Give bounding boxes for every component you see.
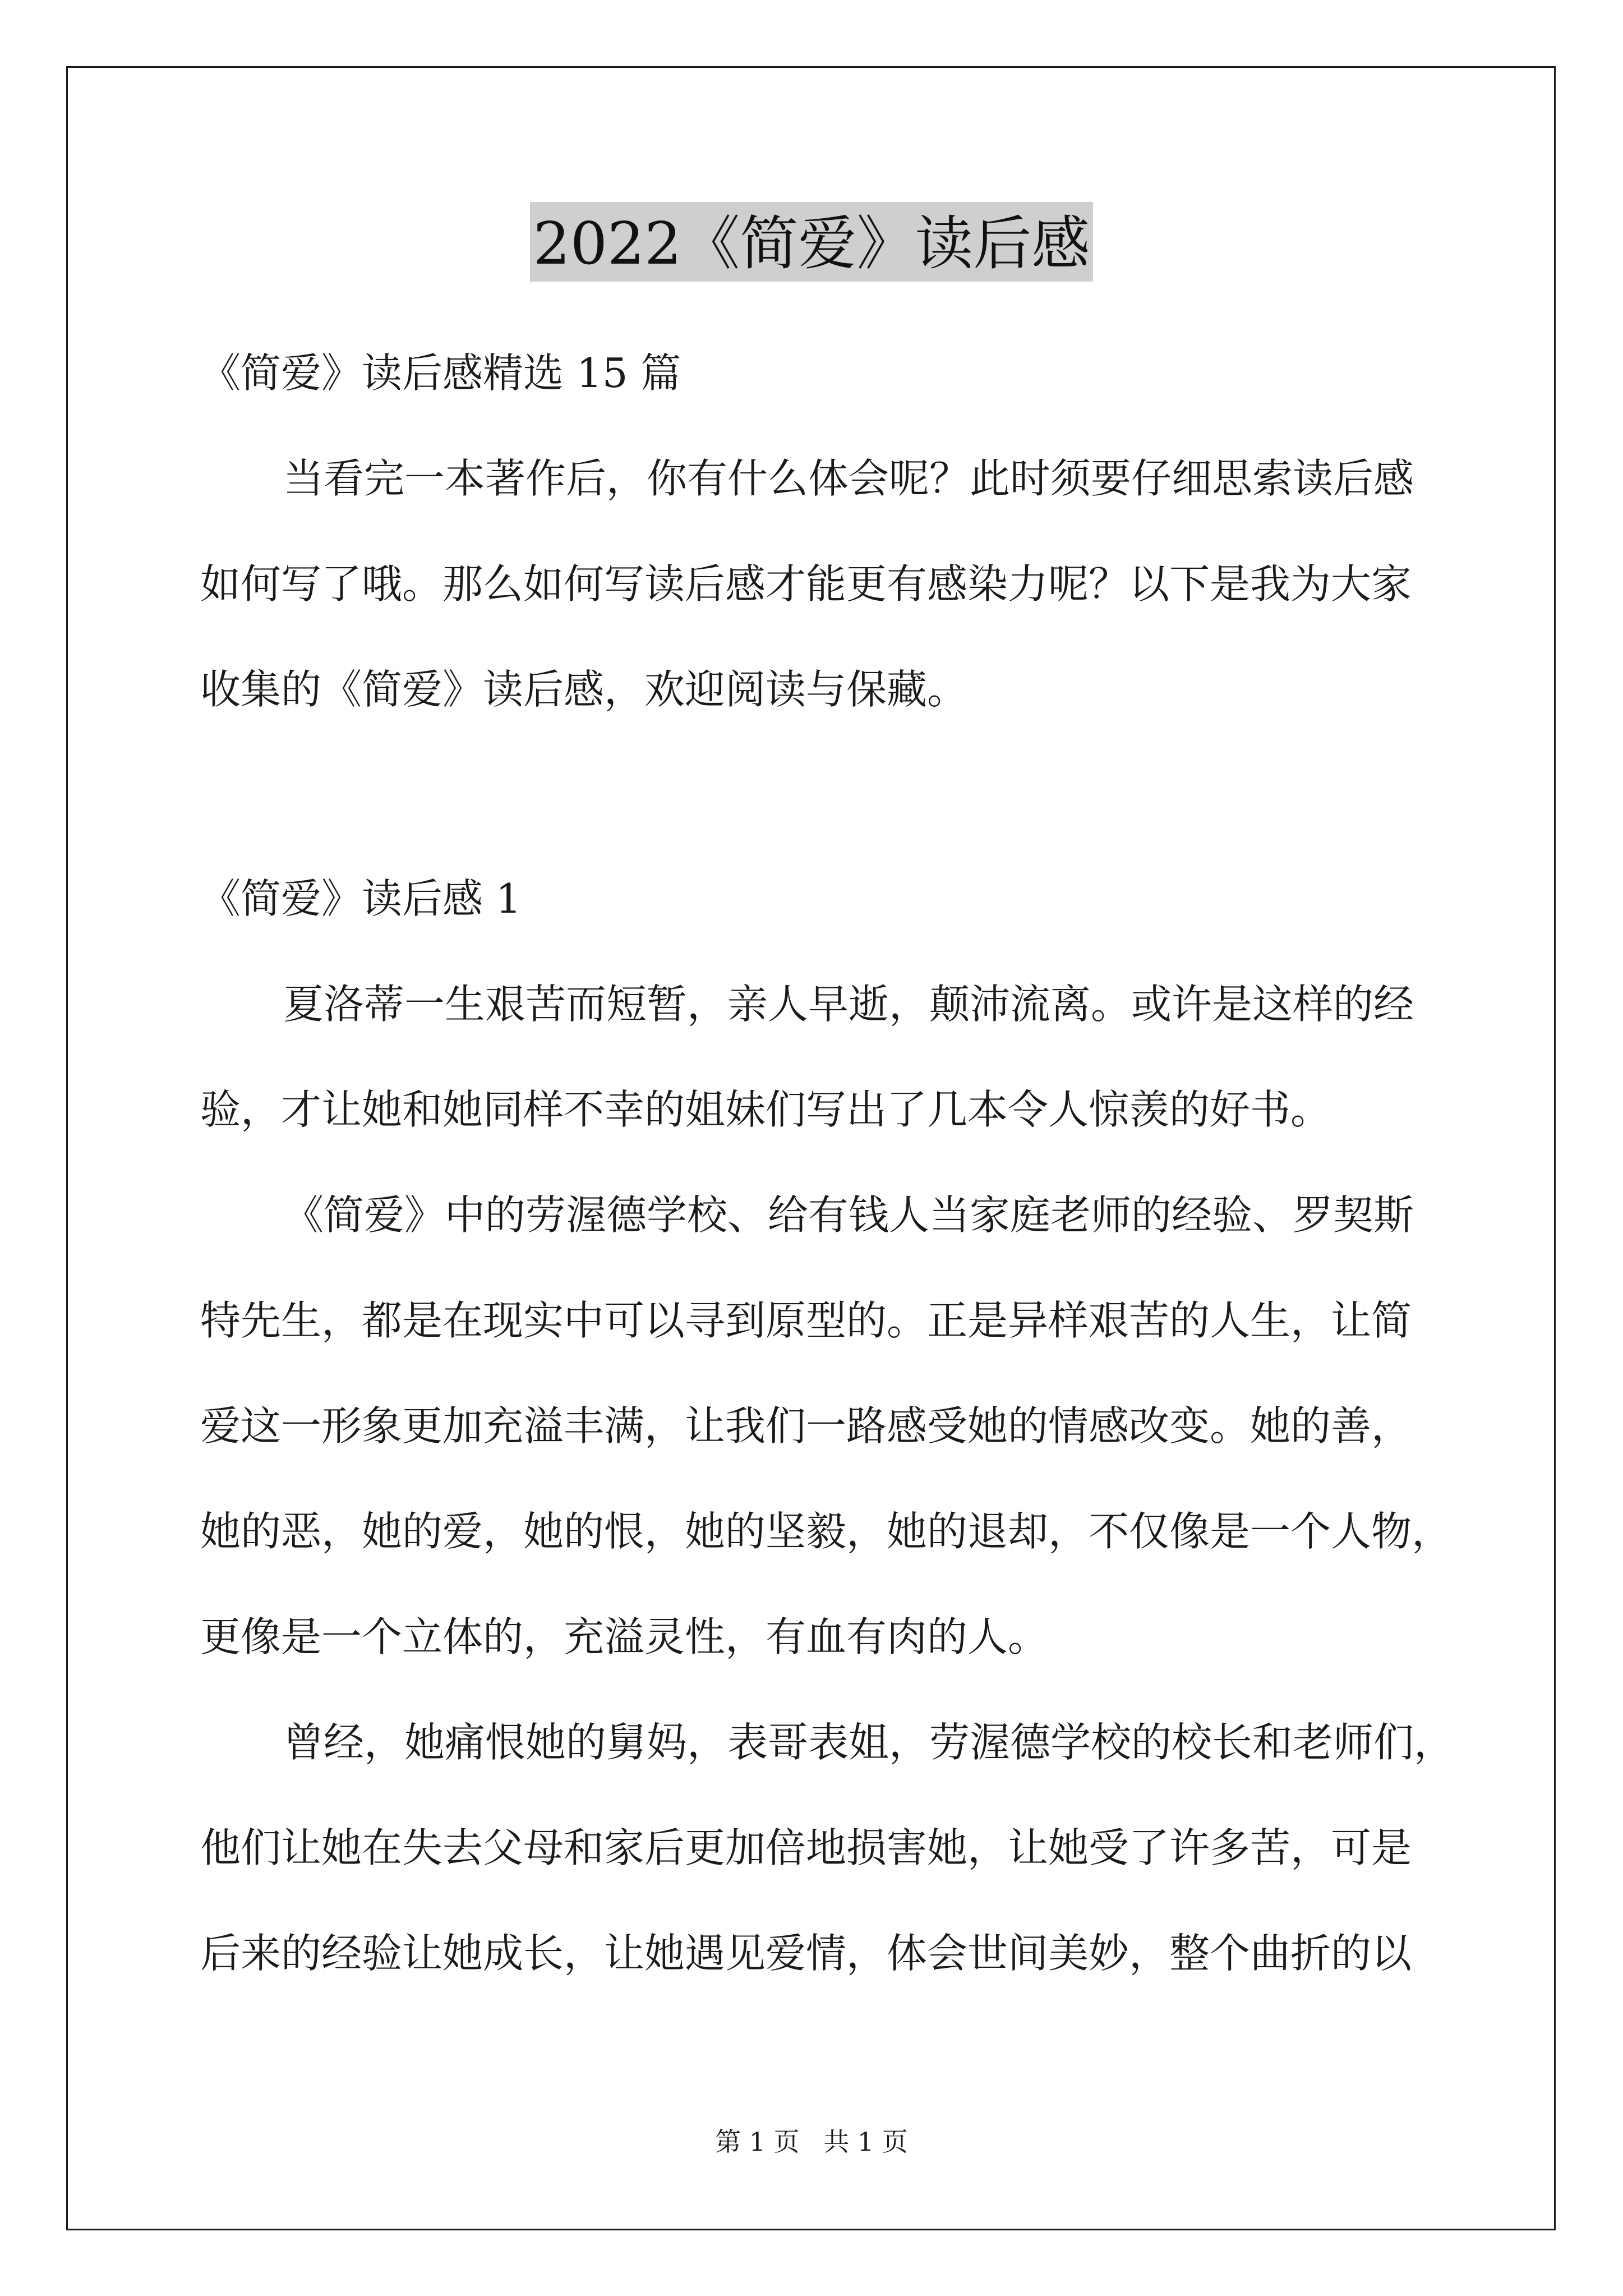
text-line: 特先生，都是在现实中可以寻到原型的。正是异样艰苦的人生，让简 bbox=[200, 1297, 1412, 1344]
text-line: 更像是一个立体的，充溢灵性，有血有肉的人。 bbox=[200, 1613, 1049, 1660]
text-line: 后来的经验让她成长，让她遇见爱情，体会世间美妙，整个曲折的以 bbox=[200, 1930, 1412, 1977]
page-footer bbox=[0, 2125, 1623, 2159]
subtitle-line: 《简爱》读后感精选 15 篇 bbox=[200, 349, 681, 397]
page-number-current: 第 1 页 bbox=[715, 2127, 800, 2157]
section-heading: 《简爱》读后感 1 bbox=[200, 875, 522, 922]
text-line: 验，才让她和她同样不幸的姐妹们写出了几本令人惊羡的好书。 bbox=[200, 1086, 1331, 1133]
text-line: 她的恶，她的爱，她的恨，她的坚毅，她的退却，不仅像是一个人物， bbox=[200, 1508, 1453, 1555]
text-line: 爱这一形象更加充溢丰满，让我们一路感受她的情感改变。她的善， bbox=[200, 1402, 1412, 1450]
text-line: 收集的《简爱》读后感，欢迎阅读与保藏。 bbox=[200, 666, 968, 713]
text-line: 他们让她在失去父母和家后更加倍地损害她，让她受了许多苦，可是 bbox=[200, 1824, 1412, 1871]
title-container bbox=[0, 202, 1623, 282]
text-line: 《简爱》中的劳渥德学校、给有钱人当家庭老师的经验、罗契斯 bbox=[283, 1191, 1414, 1239]
text-line: 当看完一本著作后，你有什么体会呢？此时须要仔细思索读后感 bbox=[283, 455, 1414, 502]
text-line: 如何写了哦。那么如何写读后感才能更有感染力呢？以下是我为大家 bbox=[200, 560, 1412, 608]
document-title: 2022《简爱》读后感 bbox=[530, 202, 1094, 282]
text-line: 夏洛蒂一生艰苦而短暂，亲人早逝，颠沛流离。或许是这样的经 bbox=[283, 981, 1414, 1028]
text-line: 曾经，她痛恨她的舅妈，表哥表姐，劳渥德学校的校长和老师们， bbox=[283, 1719, 1455, 1766]
page-number-total: 共 1 页 bbox=[823, 2127, 908, 2157]
